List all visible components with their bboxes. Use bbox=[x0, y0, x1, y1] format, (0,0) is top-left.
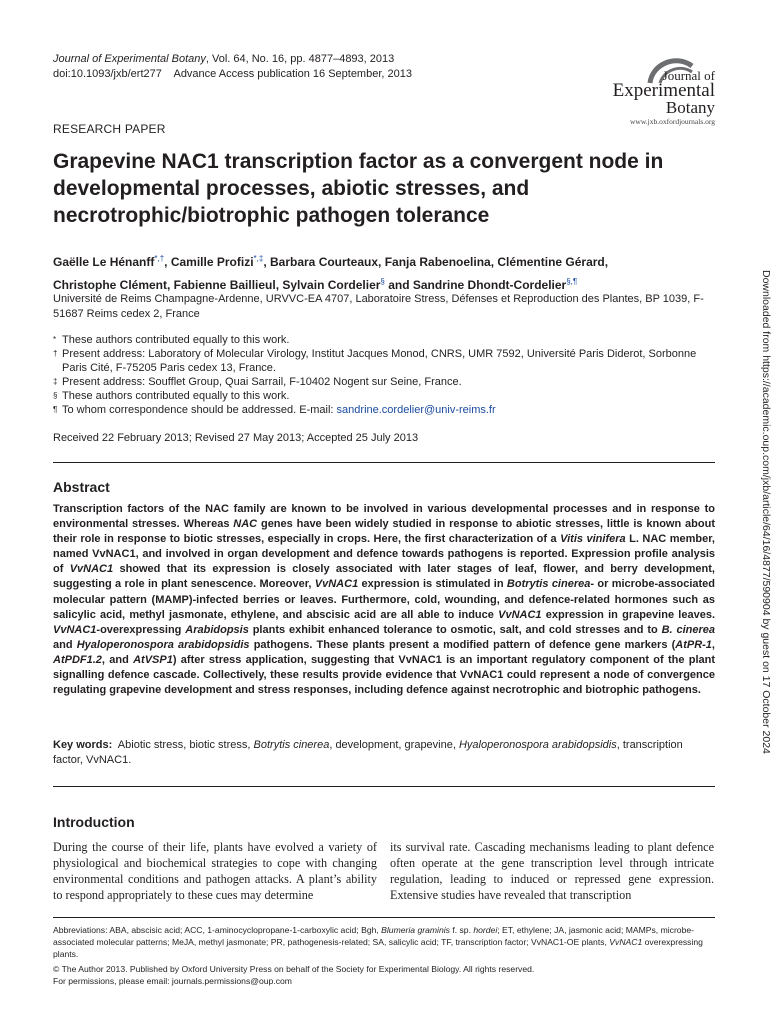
divider bbox=[53, 917, 715, 918]
citation-line: Journal of Experimental Botany, Vol. 64, No. 16, pp. 4877–4893, 2013 bbox=[53, 53, 395, 65]
abbreviations: Abbreviations: ABA, abscisic acid; ACC, 1-aminocyclopropane-1-carboxylic acid; Bgh, Blumeria graminis f. sp. hordei; ET, ethylene; JA, jasmonic acid; MAMPs, microbe-associated molecular patterns; MeJA, methyl jasmonate; PR, pathogenesis-related; SA, salicylic acid; TF, transcription factor; VvNAC1-OE plants, VvNAC1 overexpressing plants. bbox=[53, 925, 703, 959]
logo-url: www.jxb.oxfordjournals.org bbox=[630, 117, 715, 126]
author-list: Gaëlle Le Hénanff*,†, Camille Profizi*,‡, Barbara Courteaux, Fanja Rabenoelina, Clémentine Gérard, Christophe Clément, Fabienne Baillieul, Sylvain Cordelier§ and Sandrine Dhondt-Cordelier§,¶ bbox=[53, 254, 609, 292]
paper-type: RESEARCH PAPER bbox=[53, 122, 166, 136]
logo-line-1: Journal of bbox=[662, 68, 715, 83]
abstract-text: Transcription factors of the NAC family are known to be involved in various developmental processes and in response to environmental stresses. Whereas NAC genes have been widely studied in response to abiotic stresses, little is known about their role in response to biotic stresses, especially in crops. Here, the first characterization of a Vitis vinifera L. NAC member, named VvNAC1, and involved in organ development and defence towards pathogens is reported. Expression profile analysis of VvNAC1 showed that its expression is closely associated with later stages of leaf, flower, and berry development, suggesting a role in plant senescence. Moreover, VvNAC1 expression is stimulated in Botrytis cinerea- or microbe-associated molecular pattern (MAMP)-infected berries or leaves. Furthermore, cold, wounding, and defence-related hormones such as salicylic acid, methyl jasmonate, ethylene, and abscisic acid are all able to induce VvNAC1 expression in grapevine leaves. VvNAC1-overexpressing Arabidopsis plants exhibit enhanced tolerance to osmotic, salt, and cold stresses and to B. cinerea and Hyaloperonospora arabidopsidis pathogens. These plants present a modified pattern of defence gene markers (AtPR-1, AtPDF1.2, and AtVSP1) after stress application, suggesting that VvNAC1 is an important regulatory component of the plant signalling defence cascade. Collectively, these results provide evidence that VvNAC1 could represent a node of convergence regulating grapevine development and stress responses, including defence against necrotrophic and biotrophic pathogens. bbox=[53, 503, 716, 697]
logo-line-2: Experimental bbox=[612, 80, 715, 101]
introduction-heading: Introduction bbox=[53, 814, 135, 830]
divider bbox=[53, 462, 715, 463]
abstract-heading: Abstract bbox=[53, 479, 110, 495]
citation-header bbox=[53, 52, 412, 82]
logo-line-3: Botany bbox=[665, 98, 715, 117]
note-3: ‡ Present address: Soufflet Group, Quai Sarrail, F-10402 Nogent sur Seine, France. bbox=[53, 376, 462, 388]
introduction-column-2: its survival rate. Cascading mechanisms leading to plant defence often operate at the gene transcription level through intricate regulation, leading to induced or repressed gene expression. Extensive studies have revealed that transcription bbox=[390, 840, 714, 902]
affiliation: Université de Reims Champagne-Ardenne, URVVC-EA 4707, Laboratoire Stress, Défenses et Reproduction des Plantes, BP 1039, F-51687 Reims cedex 2, France bbox=[53, 293, 704, 320]
introduction-column-1: During the course of their life, plants have evolved a variety of physiological and biochemical strategies to cope with changing environmental conditions and pathogen attacks. A plant’s ability to respond appropriately to these cues may determine bbox=[53, 840, 377, 902]
note-5: ¶ To whom correspondence should be addressed. E-mail: sandrine.cordelier@univ-reims.fr bbox=[53, 404, 496, 416]
copyright-line: © The Author 2013. Published by Oxford University Press on behalf of the Society for Experimental Biology. All rights reserved. bbox=[53, 964, 535, 974]
download-sidebar bbox=[744, 270, 772, 760]
doi-line: doi:10.1093/jxb/ert277 Advance Access publication 16 September, 2013 bbox=[53, 68, 412, 80]
email-link[interactable]: sandrine.cordelier@univ-reims.fr bbox=[336, 404, 496, 416]
download-notice: Downloaded from https://academic.oup.com/jxb/article/64/16/4877/590904 by guest on 17 October 2024 bbox=[760, 270, 772, 754]
received-dates: Received 22 February 2013; Revised 27 May 2013; Accepted 25 July 2013 bbox=[53, 432, 419, 444]
note-4: § These authors contributed equally to this work. bbox=[53, 390, 290, 402]
paper-title: Grapevine NAC1 transcription factor as a convergent node in developmental processes, abiotic stresses, and necrotrophic/biotrophic pathogen tolerance bbox=[53, 150, 664, 227]
copyright bbox=[53, 963, 715, 987]
journal-logo bbox=[600, 58, 718, 128]
divider bbox=[53, 786, 715, 787]
keywords: Key words: Abiotic stress, biotic stress, Botrytis cinerea, development, grapevine, Hyaloperonospora arabidopsidis, transcription factor, VvNAC1. bbox=[53, 739, 683, 766]
author-notes bbox=[53, 333, 713, 417]
permissions-line: For permissions, please email: journals.permissions@oup.com bbox=[53, 976, 292, 986]
note-1: * These authors contributed equally to this work. bbox=[53, 334, 290, 346]
note-2: † Present address: Laboratory of Molecular Virology, Institut Jacques Monod, CNRS, UMR 7592, Université Paris Diderot, Sorbonne Paris Cité, F-75205 Paris cedex 13, France. bbox=[53, 348, 697, 374]
